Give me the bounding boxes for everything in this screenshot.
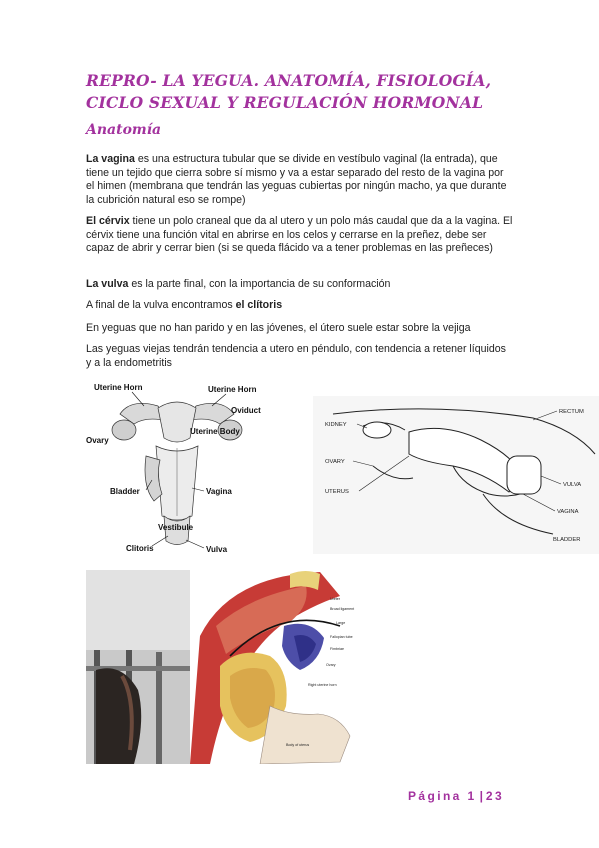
label-vagina: Vagina [206, 487, 232, 496]
text-cervix: tiene un polo craneal que da al utero y un polo más caudal que da a la vagina. El cérvix tiene una función vital en abrirse en los celos y cerrarse en la preñez, debe ser capaz de abrir y cerrar bien (si se queda flácido va a tener problemas en las preñeces) [86, 215, 513, 255]
label-uterine-body: Uterine Body [190, 427, 240, 436]
figure-horse-photo [86, 570, 192, 764]
text-vagina: es una estructura tubular que se divide en vestíbulo vaginal (la entrada), que tiene un tejido que cierra sobre sí mismo y va a estar separado del resto de la vagina por el himen (membrana que tendrán las yeguas cubiertas por ningún macho, ya que durante la cubrición natural eso se rompe) [86, 153, 507, 206]
label-rectum: RECTUM [559, 409, 584, 415]
label-uterine-horn-right: Uterine Horn [208, 385, 257, 394]
label-ovary: Ovary [86, 436, 109, 445]
horse-photo-image [86, 570, 192, 764]
label-fimbriae: Fimbriae [330, 647, 344, 651]
figure-anatomy-illustration [190, 566, 362, 764]
term-vagina: La vagina [86, 153, 135, 165]
text-old-mares: Las yeguas viejas tendrán tendencia a utero en péndulo, con tendencia a retener líquidos y a la endometritis [86, 343, 506, 369]
paragraph-clitoris [86, 299, 514, 313]
label-body-of-uterus: Body of uterus [286, 743, 310, 747]
page-number: 1 [467, 789, 477, 803]
label-bladder: Bladder [110, 487, 140, 496]
label-broad-ligament: Broad ligament [330, 607, 355, 611]
text-vulva: es la parte final, con la importancia de su conformación [128, 278, 391, 290]
label-uterine-horn-left: Uterine Horn [94, 383, 143, 392]
figure-lateral-anatomy [313, 396, 599, 554]
page-total: 23 [485, 789, 505, 803]
label-right-uterine-horn: Right uterine horn [308, 683, 337, 687]
label-vagina-lateral: VAGINA [557, 509, 579, 515]
section-heading: Anatomía [86, 122, 162, 138]
page-word: Página [408, 789, 462, 803]
page-footer [408, 789, 504, 803]
paragraph-vagina [86, 153, 514, 207]
label-uterus: UTERUS [325, 489, 349, 495]
label-ureter: Ureter [330, 597, 340, 601]
paragraph-old-mares [86, 343, 514, 370]
label-kidney: KIDNEY [325, 422, 347, 428]
label-vulva-lateral: VULVA [563, 482, 582, 488]
term-vulva: La vulva [86, 278, 129, 290]
label-vestibule: Vestibule [158, 523, 194, 532]
paragraph-cervix [86, 215, 514, 256]
paragraph-vulva [86, 278, 514, 292]
anatomy-colour-illustration [190, 566, 362, 764]
paragraph-young-mares [86, 322, 514, 336]
text-young-mares: En yeguas que no han parido y en las jóvenes, el útero suele estar sobre la vejiga [86, 322, 471, 334]
label-fallopian-tube: Fallopian tube [330, 635, 353, 639]
label-ovary-lateral: OVARY [325, 459, 345, 465]
label-clitoris: Clitoris [126, 544, 154, 553]
figure-reproductive-tract [86, 376, 268, 554]
term-clitoris: el clítoris [235, 299, 283, 311]
label-bladder-lateral: BLADDER [553, 537, 581, 543]
label-vulva: Vulva [206, 545, 228, 554]
text-clitoris-prefix: A final de la vulva encontramos [86, 299, 236, 311]
lateral-anatomy-drawing [313, 396, 599, 554]
label-ovary-illustration: Ovary [326, 663, 336, 667]
reproductive-tract-illustration [86, 376, 268, 554]
label-large: Large [336, 621, 346, 625]
page-title: REPRO- LA YEGUA. ANATOMÍA, FISIOLOGÍA, CICLO SEXUAL Y REGULACIÓN HORMONAL [86, 71, 492, 112]
label-oviduct: Oviduct [231, 406, 261, 415]
term-cervix: El cérvix [86, 215, 130, 227]
page-separator: | [479, 789, 483, 803]
